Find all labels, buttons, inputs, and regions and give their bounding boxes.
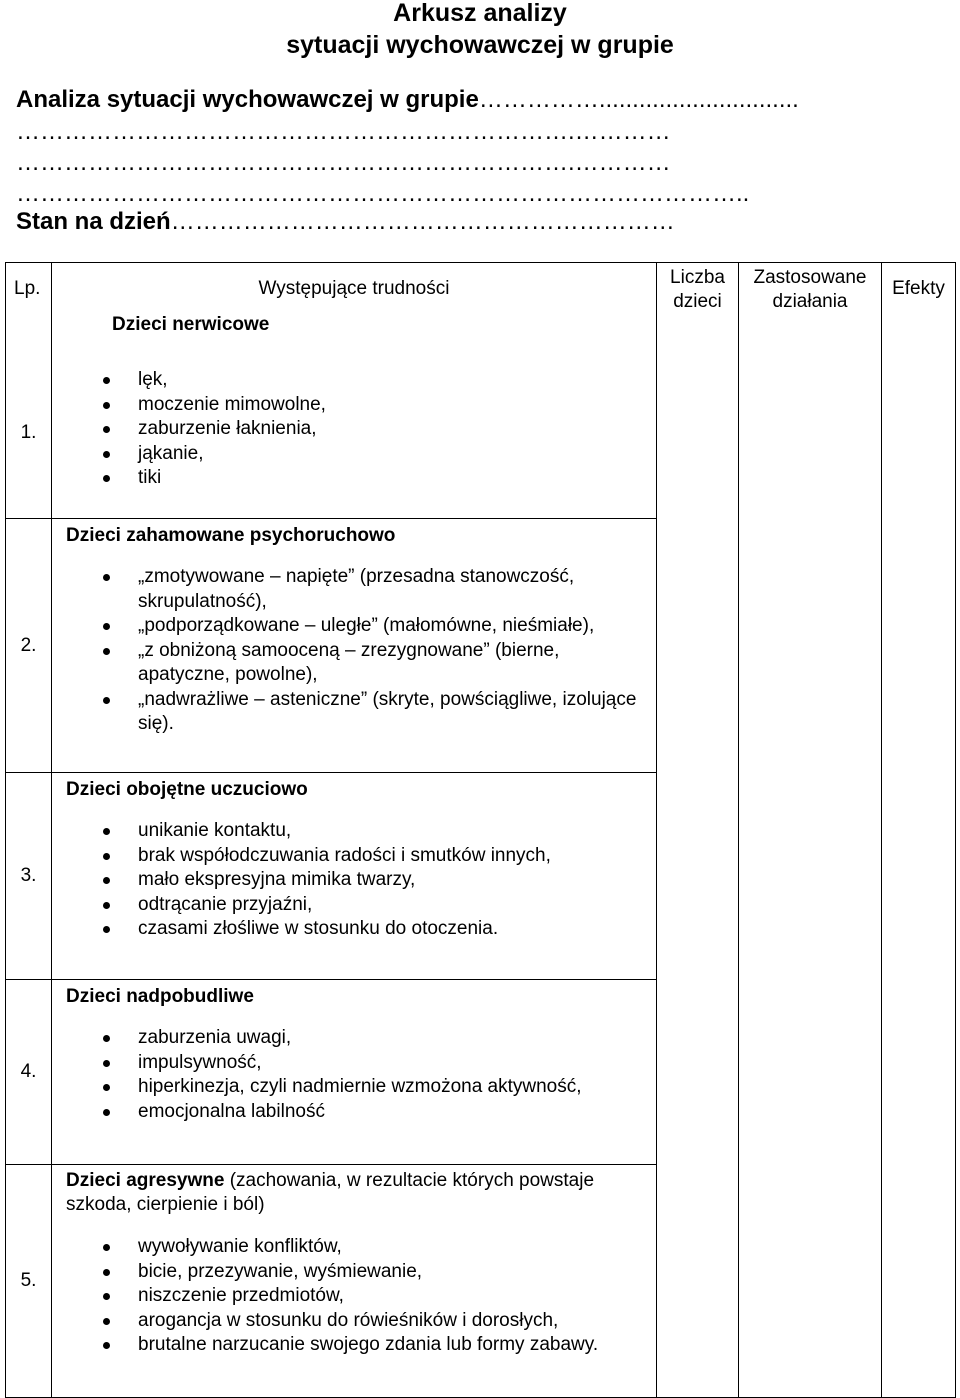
row-number: 3. — [6, 773, 52, 980]
list-item: odtrącanie przyjaźni, — [52, 893, 656, 918]
list-item: unikanie kontaktu, — [52, 819, 656, 844]
page-subtitle: sytuacji wychowawczej w grupie — [286, 31, 674, 59]
col-difficulties-label: Występujące trudności — [258, 278, 450, 299]
col-count-line1: Liczba — [670, 267, 725, 288]
category-description: (zachowania, w rezultacie których powstaje szkoda, cierpienie i ból) — [66, 1170, 595, 1215]
table-header-row — [6, 263, 956, 348]
list-item: bicie, przezywanie, wyśmiewanie, — [52, 1260, 656, 1285]
category-heading: Dzieci nadpobudliwe — [66, 986, 254, 1007]
list-item: zaburzenie łaknienia, — [52, 417, 656, 442]
difficulty-list — [52, 547, 656, 737]
row-number: 1. — [6, 347, 52, 519]
list-item: emocjonalna labilność — [52, 1100, 656, 1125]
list-item: „podporządkowane – uległe” (małomówne, nieśmiałe), — [52, 614, 656, 639]
list-item: „zmotywowane – napięte” (przesadna stanowczość, skrupulatność), — [52, 565, 656, 614]
col-effects-label: Efekty — [892, 278, 945, 299]
list-item: hiperkinezja, czyli nadmiernie wzmożona aktywność, — [52, 1075, 656, 1100]
page-title: Arkusz analizy — [393, 0, 567, 27]
list-item: czasami złośliwe w stosunku do otoczenia. — [52, 917, 656, 942]
list-item: arogancja w stosunku do rówieśników i dorosłych, — [52, 1309, 656, 1334]
col-lp — [6, 263, 52, 348]
analysis-label: Analiza sytuacji wychowawczej w grupie — [16, 86, 479, 113]
col-actions-line1: Zastosowane — [753, 267, 867, 288]
list-item: „z obniżoną samooceną – zrezygnowane” (bierne, apatyczne, powolne), — [52, 639, 656, 688]
col-effects — [882, 263, 956, 1398]
date-fill: ……………………………………………………… — [170, 208, 675, 235]
fill-line-3: …………………………………………………………….………… — [16, 149, 671, 176]
list-item: jąkanie, — [52, 442, 656, 467]
category-heading: Dzieci zahamowane psychoruchowo — [66, 525, 396, 546]
col-actions-line2: działania — [772, 291, 848, 312]
analysis-fill: …………….............................. — [478, 86, 799, 113]
difficulty-list — [52, 801, 656, 942]
list-item: brutalne narzucanie swojego zdania lub formy zabawy. — [52, 1333, 656, 1358]
col-lp-label: Lp. — [14, 278, 41, 299]
list-item: niszczenie przedmiotów, — [52, 1284, 656, 1309]
col-difficulties — [52, 263, 657, 348]
difficulty-list — [52, 347, 656, 491]
row-content — [52, 1165, 657, 1398]
analysis-table — [5, 262, 956, 1398]
list-item: mało ekspresyjna mimika twarzy, — [52, 868, 656, 893]
list-item: „nadwrażliwe – asteniczne” (skryte, powściągliwe, izolujące się). — [52, 688, 656, 737]
list-item: lęk, — [52, 368, 656, 393]
col-count-line2: dzieci — [673, 291, 722, 312]
list-item: wywoływanie konfliktów, — [52, 1235, 656, 1260]
fill-line-4: ……………………………………………………………………………….. — [16, 180, 750, 207]
category-heading: Dzieci nerwicowe — [112, 314, 270, 335]
row-content — [52, 980, 657, 1165]
date-line — [16, 208, 675, 236]
row-number: 5. — [6, 1165, 52, 1398]
list-item: impulsywność, — [52, 1051, 656, 1076]
list-item: brak współodczuwania radości i smutków innych, — [52, 844, 656, 869]
row-content — [52, 519, 657, 773]
date-label: Stan na dzień — [16, 208, 171, 235]
list-item: tiki — [52, 466, 656, 491]
difficulty-list — [52, 1217, 656, 1358]
list-item: zaburzenia uwagi, — [52, 1026, 656, 1051]
analysis-line — [16, 86, 799, 114]
row-number: 4. — [6, 980, 52, 1165]
row-number: 2. — [6, 519, 52, 773]
col-actions — [739, 263, 882, 1398]
col-count — [657, 263, 739, 1398]
row-content — [52, 347, 657, 519]
list-item: moczenie mimowolne, — [52, 393, 656, 418]
category-heading: Dzieci agresywne (zachowania, w rezultacie których powstaje szkoda, cierpienie i ból) — [66, 1170, 595, 1215]
row-content — [52, 773, 657, 980]
fill-line-2: …………………………………………………………….………… — [16, 118, 671, 145]
difficulty-list — [52, 1008, 656, 1124]
category-heading: Dzieci obojętne uczuciowo — [66, 779, 308, 800]
